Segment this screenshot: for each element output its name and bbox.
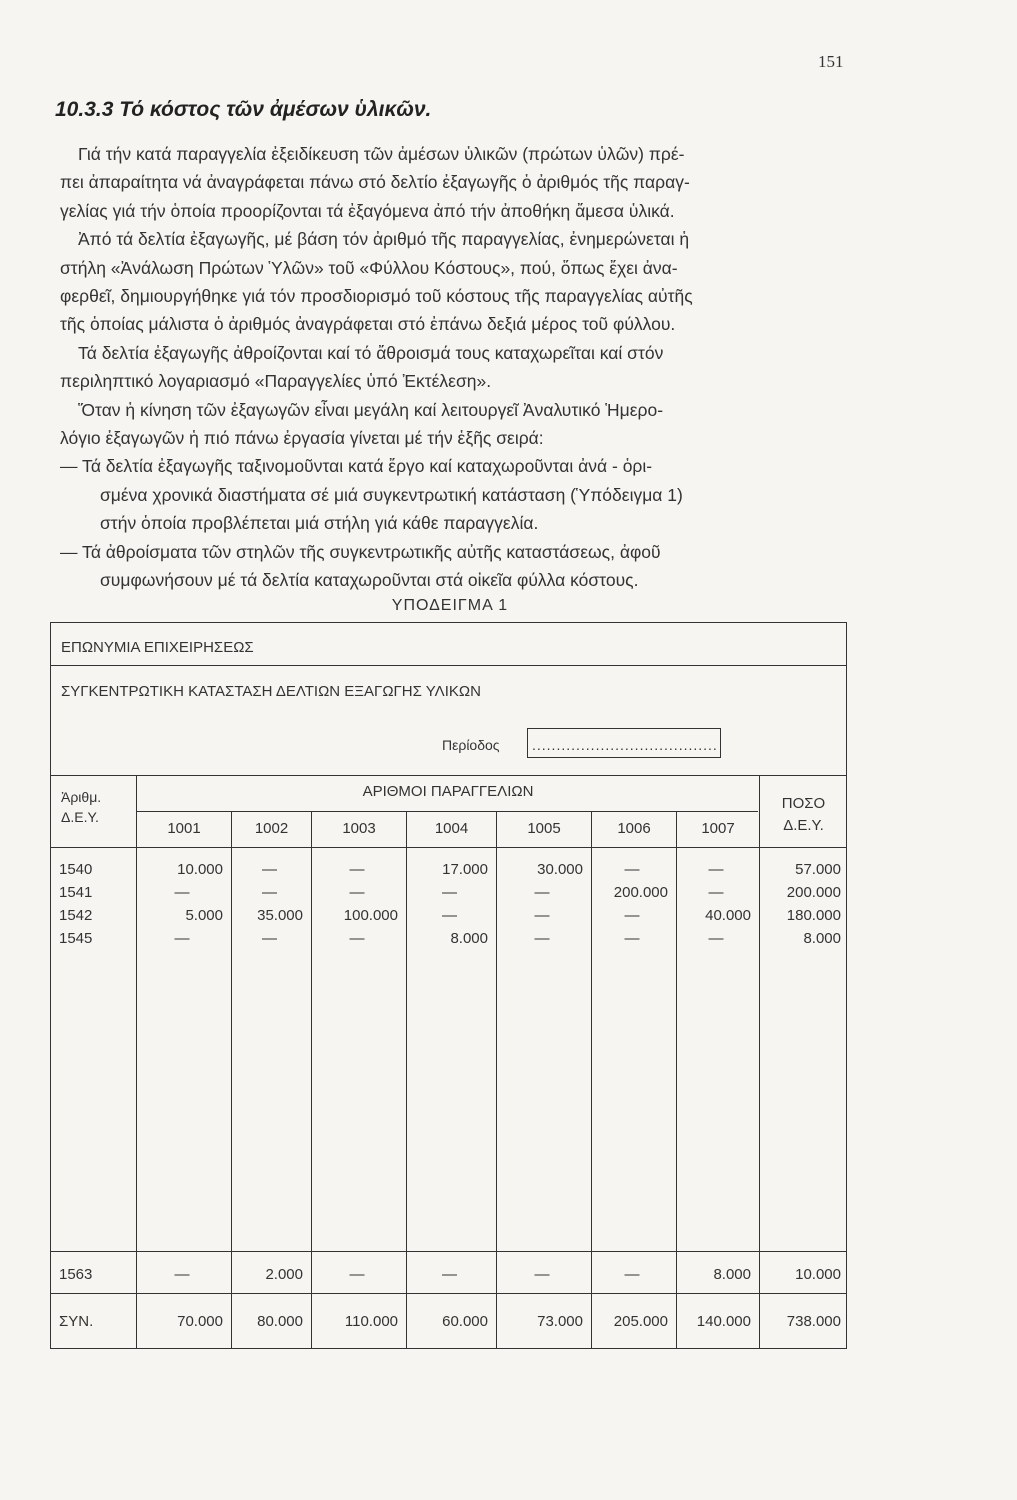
table-cell: 35.000 — [257, 907, 303, 924]
table-cell: — — [534, 1266, 550, 1283]
amount-header: ΠΟΣΟ — [781, 795, 826, 812]
table-header-border — [51, 847, 846, 848]
text-line: λόγιο ἐξαγωγῶν ἡ πιό πάνω ἐργασία γίνεται μέ τήν ἑξῆς σειρά: — [60, 428, 544, 449]
column-divider — [496, 811, 497, 1348]
text-line: — Τά ἀθροίσματα τῶν στηλῶν τῆς συγκεντρωτικῆς αὐτῆς καταστάσεως, ἀφοῦ — [60, 541, 661, 562]
table-cell: — — [174, 930, 190, 947]
table-cell: — — [349, 1266, 365, 1283]
order-number: 1006 — [617, 820, 651, 837]
table-cell: 140.000 — [696, 1313, 751, 1330]
table-cell: — — [708, 861, 724, 878]
table-cell: — — [624, 861, 640, 878]
table-cell: — — [442, 907, 457, 924]
column-divider — [406, 811, 407, 1348]
statement-title: ΣΥΓΚΕΝΤΡΩΤΙΚΗ ΚΑΤΑΣΤΑΣΗ ΔΕΛΤΙΩΝ ΕΞΑΓΩΓΗΣ ΥΛΙΚΩΝ — [61, 683, 481, 700]
order-number: 1005 — [527, 820, 561, 837]
table-cell: — — [349, 930, 365, 947]
text-line: Τά δελτία ἐξαγωγῆς ἀθροίζονται καί τό ἄθροισμά τους καταχωρεῖται καί στόν — [78, 342, 664, 363]
table-cell: 8.000 — [713, 1266, 751, 1283]
order-number: 1004 — [434, 820, 469, 837]
row-total: 8.000 — [803, 930, 841, 947]
text-line: πει ἀπαραίτητα νά ἀναγράφεται πάνω στό δελτίο ἐξαγωγῆς ὁ ἀριθμός τῆς παραγ- — [60, 172, 690, 193]
row-total: 10.000 — [795, 1266, 841, 1283]
paragraph-3 — [60, 339, 850, 396]
table-cell: — — [534, 907, 550, 924]
table-cell: — — [624, 907, 640, 924]
paragraph-4 — [60, 396, 850, 453]
table-cell: 10.000 — [177, 861, 223, 878]
row-total: 57.000 — [795, 861, 841, 878]
statement-form — [50, 622, 847, 1349]
totals-border — [51, 1293, 846, 1294]
table-cell: 200.000 — [613, 884, 668, 901]
table-cell: 60.000 — [442, 1313, 488, 1330]
text-line: γελίας γιά τήν ὁποία προορίζονται τά ἐξαγόμενα ἀπό τήν ἀποθήκη ἄμεσα ὑλικά. — [60, 200, 675, 221]
table-cell: — — [534, 930, 550, 947]
text-line: σμένα χρονικά διαστήματα σέ μιά συγκεντρωτική κατάσταση (Ὑπόδειγμα 1) — [100, 484, 683, 505]
table-top-border — [51, 775, 846, 776]
table-cell: — — [262, 884, 277, 901]
last-row-border — [51, 1251, 846, 1252]
table-cell: — — [708, 884, 724, 901]
table-cell: — — [708, 930, 724, 947]
totals-label-number: ΣΥΝ. — [59, 1313, 94, 1330]
receipt-no-header: Δ.Ε.Υ. — [61, 809, 99, 825]
company-label: ΕΠΩΝΥΜΙΑ ΕΠΙΧΕΙΡΗΣΕΩΣ — [61, 639, 254, 656]
table-cell: 17.000 — [442, 861, 488, 878]
table-cell: 40.000 — [705, 907, 751, 924]
column-divider — [676, 811, 677, 1348]
text-line: τῆς ὁποίας μάλιστα ὁ ἀριθμός ἀναγράφεται στό ἐπάνω δεξιά μέρος τοῦ φύλλου. — [60, 314, 676, 335]
table-cell: 2.000 — [265, 1266, 303, 1283]
column-divider — [231, 811, 232, 1348]
period-label: Περίοδος — [442, 737, 500, 753]
period-field[interactable]: ...................................... — [527, 728, 721, 758]
text-line: συμφωνήσουν μέ τά δελτία καταχωροῦνται στά οἰκεῖα φύλλα κόστους. — [100, 570, 639, 591]
table-cell: — — [624, 1266, 640, 1283]
body-text — [60, 140, 850, 595]
table-cell: 30.000 — [537, 861, 583, 878]
table-cell: 80.000 — [257, 1313, 303, 1330]
row-total: 200.000 — [786, 884, 841, 901]
paragraph-2 — [60, 225, 850, 339]
order-number: 1001 — [167, 820, 201, 837]
table-cell: 110.000 — [344, 1313, 398, 1330]
receipt-no-header: Ἀριθμ. — [61, 789, 102, 805]
text-line: Ἀπό τά δελτία ἐξαγωγῆς, μέ βάση τόν ἀριθμό τῆς παραγγελίας, ἐνημερώνεται ἡ — [78, 229, 690, 250]
table-cell: — — [442, 884, 457, 901]
text-line: στήν ὁποία προβλέπεται μιά στήλη γιά κάθε παραγγελία. — [100, 513, 539, 534]
table-cell: 5.000 — [185, 907, 223, 924]
orders-header: ΑΡΙΘΜΟΙ ΠΑΡΑΓΓΕΛΙΩΝ — [362, 783, 534, 800]
table-cell: 205.000 — [613, 1313, 668, 1330]
table-cell: 73.000 — [537, 1313, 583, 1330]
row-total: 180.000 — [786, 907, 841, 924]
receipt-number: 1541 — [59, 884, 93, 901]
order-number: 1003 — [342, 820, 376, 837]
receipt-number: 1542 — [59, 907, 93, 924]
table-cell: 70.000 — [177, 1313, 223, 1330]
column-divider — [136, 775, 137, 1348]
table-cell: — — [442, 1266, 457, 1283]
table-cell: — — [349, 884, 365, 901]
text-line: — Τά δελτία ἐξαγωγῆς ταξινομοῦνται κατά ἔργο καί καταχωροῦνται ἀνά - ὁρι- — [60, 456, 653, 477]
table-cell: — — [262, 861, 277, 878]
receipt-number: 1545 — [59, 930, 93, 947]
divider — [51, 665, 846, 666]
page-number: 151 — [818, 52, 844, 71]
paragraph-1 — [60, 140, 850, 225]
table-cell: — — [349, 861, 365, 878]
receipt-number: 1540 — [59, 861, 93, 878]
bullet-2 — [60, 538, 850, 595]
text-line: Ὅταν ἡ κίνηση τῶν ἐξαγωγῶν εἶναι μεγάλη καί λειτουργεῖ Ἀναλυτικό Ἡμερο- — [78, 399, 664, 420]
order-number: 1007 — [701, 820, 735, 837]
table-cell: — — [174, 884, 190, 901]
table-cell: 100.000 — [343, 907, 398, 924]
row-total: 738.000 — [786, 1313, 841, 1330]
text-line: στήλη «Ἀνάλωση Πρώτων Ὑλῶν» τοῦ «Φύλλου Κόστους», πού, ὅπως ἔχει ἀνα- — [60, 257, 678, 278]
text-line: φερθεῖ, δημιουργήθηκε γιά τόν προσδιορισμό τοῦ κόστους τῆς παραγγελίας αὐτῆς — [60, 286, 693, 307]
order-number: 1002 — [254, 820, 289, 837]
table-cell: — — [534, 884, 550, 901]
table-cell: — — [262, 930, 277, 947]
section-heading: 10.3.3 Τό κόστος τῶν ἀμέσων ὑλικῶν. — [55, 98, 432, 121]
table-cell: — — [624, 930, 640, 947]
text-line: Γιά τήν κατά παραγγελία ἐξειδίκευση τῶν ἀμέσων ὑλικῶν (πρώτων ὑλῶν) πρέ- — [78, 144, 685, 164]
bullet-1 — [60, 452, 850, 537]
example-title: ΥΠΟΔΕΙΓΜΑ 1 — [391, 597, 509, 614]
column-divider — [591, 811, 592, 1348]
column-divider — [759, 775, 760, 1348]
amount-header: Δ.Ε.Υ. — [783, 817, 824, 834]
table-cell: 8.000 — [450, 930, 488, 947]
text-line: περιληπτικό λογαριασμό «Παραγγελίες ὑπό Ἐκτέλεση». — [60, 371, 492, 392]
column-divider — [311, 811, 312, 1348]
table-cell: — — [174, 1266, 190, 1283]
receipt-number: 1563 — [59, 1266, 93, 1283]
